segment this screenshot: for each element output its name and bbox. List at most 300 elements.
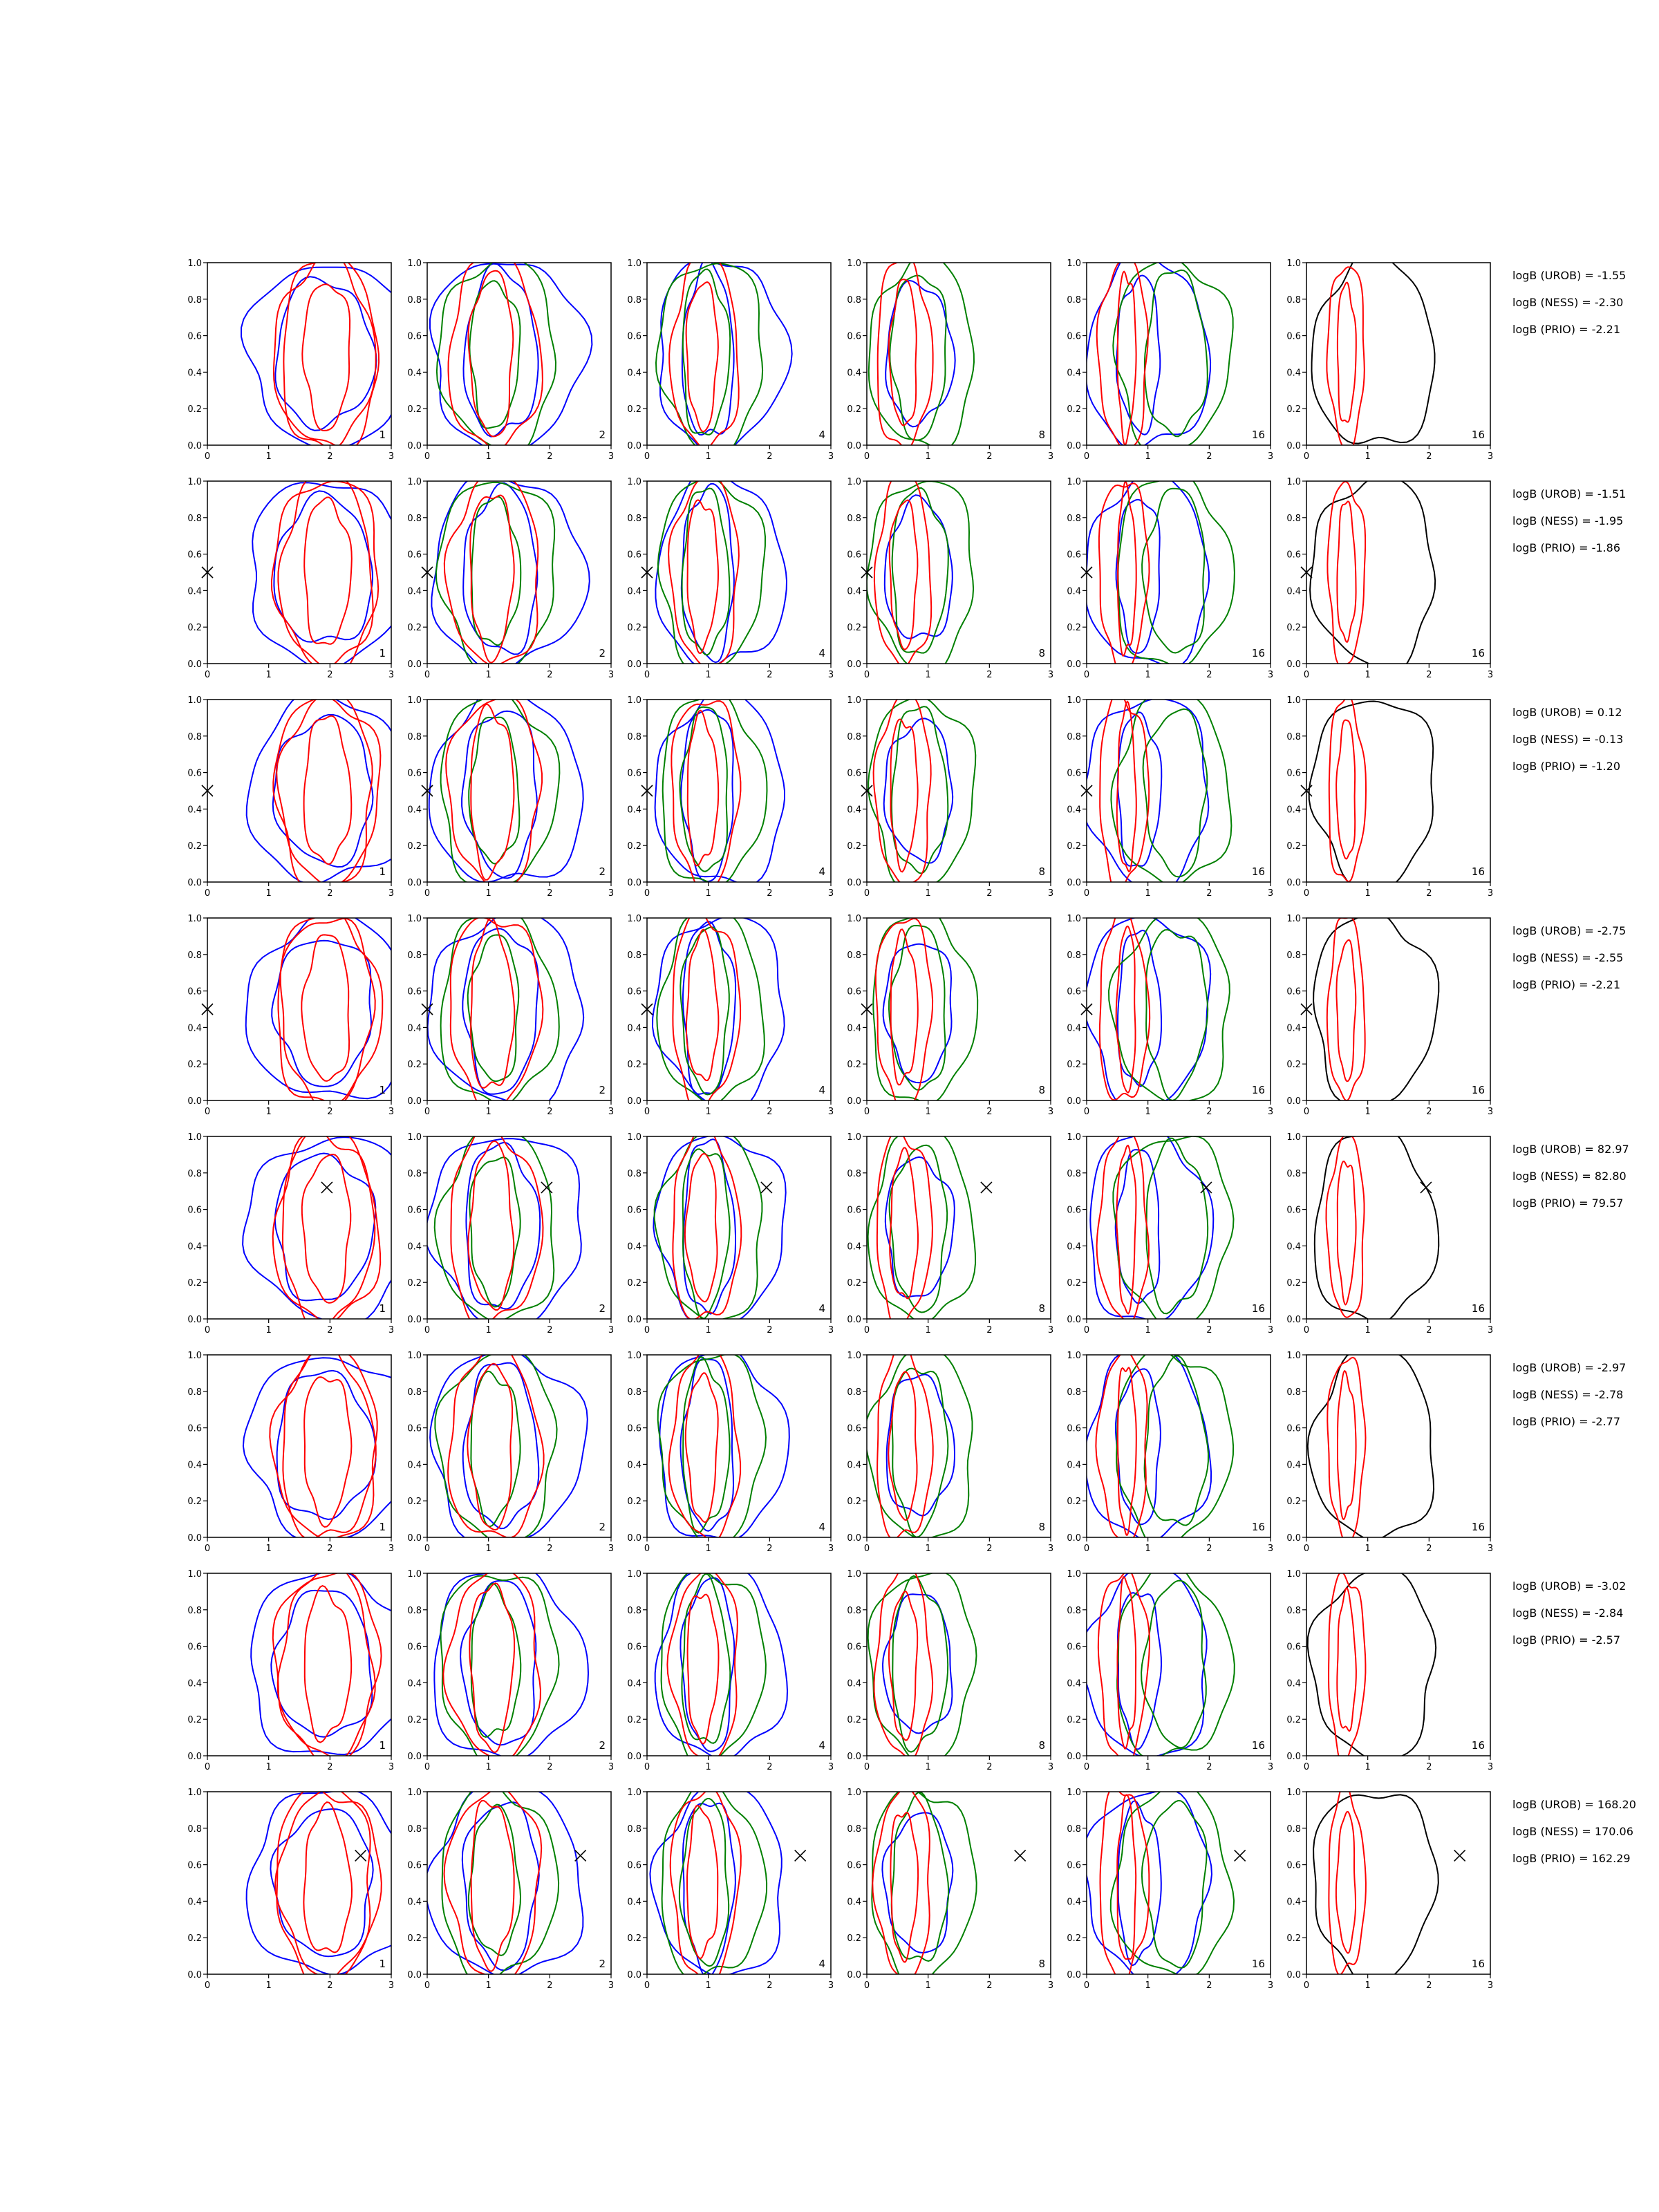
y-tick-label: 0.0 [187,1970,202,1980]
y-tick-label: 0.6 [1286,986,1301,997]
y-tick-label: 1.0 [627,259,641,269]
y-tick-label: 0.2 [1286,1497,1301,1508]
y-tick-label: 0.6 [1286,550,1301,561]
y-tick-label: 0.4 [847,1897,861,1908]
y-tick-label: 0.8 [1286,1168,1301,1179]
x-tick-label: 2 [986,670,993,680]
contour-prio [273,1132,381,1322]
panel-r6-c3 [627,1346,834,1555]
y-tick-label: 1.0 [1286,1569,1301,1580]
x-tick-label: 3 [1047,1762,1054,1772]
contour-prio [443,1568,541,1761]
x-tick-label: 3 [827,1980,834,1991]
y-tick-label: 0.2 [187,1933,202,1944]
y-tick-label: 0.6 [407,1642,422,1653]
x-tick-label: 0 [644,1107,650,1117]
contour-set [243,1341,413,1541]
x-tick-label: 2 [327,1980,333,1991]
y-tick-label: 0.2 [407,1060,422,1071]
y-tick-label: 0.0 [847,1096,861,1107]
y-tick-label: 0.4 [1286,368,1301,379]
y-tick-label: 0.4 [407,1023,422,1034]
axes-frame [647,918,831,1100]
contour-ness [441,1576,559,1770]
x-tick-label: 2 [767,1762,773,1772]
x-tick-label: 0 [863,670,870,680]
contour-ness [868,1572,977,1766]
y-tick-label: 0.0 [627,1315,641,1325]
contour-set [653,910,785,1113]
y-tick-label: 0.2 [1067,1278,1081,1289]
y-tick-label: 0.6 [187,1642,202,1653]
contour-reference [1308,1568,1436,1761]
contour-prio [1329,1782,1366,1975]
x-tick-label: 2 [1206,1980,1212,1991]
x-tick-label: 1 [1365,1762,1371,1772]
panel-label: 1 [379,647,386,659]
x-tick-label: 3 [608,451,615,462]
y-tick-label: 0.2 [187,1715,202,1726]
y-tick-label: 0.2 [627,1715,641,1726]
contour-ness [662,1778,767,1978]
contour-set [865,1341,972,1539]
contour-ness [683,1149,730,1319]
y-tick-label: 0.4 [407,368,422,379]
y-tick-label: 0.2 [627,1933,641,1944]
x-tick-label: 2 [1206,1544,1212,1554]
y-tick-label: 0.0 [1067,1096,1081,1107]
y-tick-label: 0.6 [847,550,861,561]
y-tick-label: 0.6 [847,1205,861,1216]
x-tick-label: 2 [327,451,333,462]
y-tick-label: 1.0 [847,1132,861,1143]
contour-urob [273,715,373,867]
y-tick-label: 0.6 [1067,1205,1081,1216]
panel-label: 8 [1038,1084,1045,1096]
y-tick-label: 0.4 [1067,805,1081,816]
panel-r5-c1 [187,1130,412,1335]
y-tick-label: 0.0 [407,1096,422,1107]
y-tick-label: 0.4 [847,368,861,379]
y-tick-label: 0.6 [1286,1423,1301,1434]
contour-urob [272,941,371,1087]
panel-r7-c4 [847,1564,1053,1773]
y-tick-label: 0.8 [1067,731,1081,742]
contour-set [1308,1350,1434,1545]
logb-label: logB (PRIO) = -1.20 [1512,760,1620,773]
truth-marker [321,1182,332,1193]
panel-r7-c5 [1067,1559,1273,1772]
y-tick-label: 0.4 [627,1897,641,1908]
y-tick-label: 0.4 [1286,1023,1301,1034]
x-tick-label: 3 [388,888,395,899]
y-tick-label: 0.0 [407,1970,422,1980]
logb-label: logB (PRIO) = 162.29 [1512,1852,1631,1865]
y-tick-label: 0.4 [1067,1897,1081,1908]
axes-frame [1306,263,1490,445]
y-tick-label: 0.0 [187,1096,202,1107]
y-tick-label: 0.0 [1286,1096,1301,1107]
panel-r5-c6 [1286,1130,1493,1335]
y-tick-label: 1.0 [407,477,422,487]
contour-prio [1118,1577,1136,1748]
logb-label: logB (PRIO) = -1.86 [1512,541,1620,554]
y-tick-label: 0.8 [1286,1605,1301,1616]
axes-frame [1087,918,1271,1100]
logb-label: logB (UROB) = 82.97 [1512,1143,1629,1156]
x-tick-label: 1 [265,1980,272,1991]
x-tick-label: 1 [705,1762,711,1772]
y-tick-label: 1.0 [1286,477,1301,487]
contour-prio [1329,696,1366,881]
logb-label: logB (NESS) = -2.55 [1512,951,1624,964]
y-tick-label: 0.6 [627,1205,641,1216]
x-tick-label: 1 [485,1762,491,1772]
contour-set [252,477,422,673]
panel-label: 1 [379,1084,386,1096]
contour-prio [274,251,379,449]
y-tick-label: 0.8 [407,1605,422,1616]
contour-prio [891,929,918,1085]
logb-label: logB (NESS) = -0.13 [1512,733,1624,746]
y-tick-label: 1.0 [407,1132,422,1143]
contour-prio [688,1595,719,1744]
y-tick-label: 0.6 [1067,1423,1081,1434]
y-tick-label: 0.0 [1067,659,1081,670]
contour-urob [464,263,538,437]
panel-label: 1 [379,429,386,441]
x-tick-label: 0 [204,1107,211,1117]
contour-urob [274,491,373,641]
y-tick-label: 0.8 [1067,1605,1081,1616]
contour-set [1308,1568,1436,1765]
contour-prio [671,1789,741,1985]
contour-set [872,1788,976,1988]
x-tick-label: 1 [925,1325,931,1335]
contour-ness [1118,474,1235,667]
y-tick-label: 0.4 [847,586,861,597]
panel-r3-c1 [187,691,415,899]
y-tick-label: 0.4 [1067,1678,1081,1689]
x-tick-label: 2 [986,1107,993,1117]
panel-r7-c6 [1286,1568,1493,1772]
panel-r5-c3 [627,1123,834,1335]
y-tick-label: 1.0 [1286,1351,1301,1361]
contour-urob [243,1137,412,1324]
contour-prio [687,1806,718,1958]
contour-prio [1118,272,1136,445]
logb-label: logB (NESS) = -1.95 [1512,514,1624,527]
x-tick-label: 3 [608,1762,615,1772]
x-tick-label: 2 [986,1762,993,1772]
x-tick-label: 0 [204,1762,211,1772]
x-tick-label: 0 [1303,1544,1310,1554]
axes-frame [207,481,391,664]
axes-frame [1087,1355,1271,1537]
y-tick-label: 0.6 [1067,1860,1081,1871]
y-tick-label: 0.6 [627,550,641,561]
contour-prio [688,711,718,866]
contour-urob [247,691,415,884]
y-tick-label: 1.0 [1286,1788,1301,1798]
y-tick-label: 0.8 [847,1387,861,1398]
contour-prio [301,935,349,1081]
y-tick-label: 0.0 [1067,1315,1081,1325]
y-tick-label: 0.8 [407,1168,422,1179]
contour-set [650,1778,781,1984]
x-tick-label: 2 [1426,1762,1432,1772]
logb-label: logB (PRIO) = -2.21 [1512,978,1620,991]
y-tick-label: 0.4 [1286,1678,1301,1689]
y-tick-label: 0.4 [1286,586,1301,597]
logb-label: logB (PRIO) = -2.57 [1512,1633,1620,1647]
x-tick-label: 1 [705,670,711,680]
contour-urob [1118,712,1161,866]
x-tick-label: 2 [547,1544,553,1554]
x-tick-label: 1 [925,1980,931,1991]
x-tick-label: 1 [705,451,711,462]
contour-prio [448,1342,544,1537]
x-tick-label: 0 [863,1762,870,1772]
y-tick-label: 0.4 [847,1460,861,1471]
x-tick-label: 1 [265,451,272,462]
y-tick-label: 0.0 [847,659,861,670]
y-tick-label: 0.0 [627,441,641,451]
y-tick-label: 0.2 [1067,1715,1081,1726]
contour-set [868,1130,976,1332]
x-tick-label: 3 [1487,1762,1494,1772]
y-tick-label: 0.6 [847,1860,861,1871]
x-tick-label: 3 [827,1107,834,1117]
y-tick-label: 0.4 [187,586,202,597]
y-tick-label: 1.0 [627,1569,641,1580]
y-tick-label: 0.2 [1067,1497,1081,1508]
x-tick-label: 3 [608,1544,615,1554]
panel-r8-c3 [627,1778,834,1991]
contour-prio [278,1564,375,1759]
y-tick-label: 0.4 [627,1241,641,1253]
contour-prio [304,716,352,865]
y-tick-label: 0.6 [627,768,641,779]
x-tick-label: 2 [1426,1980,1432,1991]
x-tick-label: 2 [327,1325,333,1335]
y-tick-label: 0.0 [187,878,202,888]
logb-label: logB (UROB) = -3.02 [1512,1580,1627,1593]
x-tick-label: 2 [1206,1325,1212,1335]
y-tick-label: 0.4 [407,586,422,597]
x-tick-label: 0 [204,451,211,462]
contour-ness [471,497,521,646]
x-tick-label: 3 [827,670,834,680]
y-tick-label: 0.6 [627,1642,641,1653]
contour-urob [425,1787,583,1977]
x-tick-label: 2 [327,888,333,899]
y-tick-label: 0.4 [847,1023,861,1034]
x-tick-label: 0 [424,1107,431,1117]
contour-prio [302,284,350,431]
contour-prio [890,500,918,650]
y-tick-label: 1.0 [847,1351,861,1361]
y-tick-label: 0.8 [847,950,861,961]
x-tick-label: 0 [1303,670,1310,680]
y-tick-label: 0.4 [627,1678,641,1689]
y-tick-label: 0.2 [1286,1278,1301,1289]
x-tick-label: 0 [644,1544,650,1554]
x-tick-label: 1 [925,670,931,680]
x-tick-label: 2 [986,1544,993,1554]
x-tick-label: 2 [1426,1107,1432,1117]
x-tick-label: 0 [863,1980,870,1991]
x-tick-label: 1 [925,451,931,462]
contour-prio [1337,940,1356,1082]
contour-urob [655,1568,787,1759]
panel-r3-c2 [407,685,614,899]
contour-urob [1085,469,1209,667]
x-tick-label: 2 [547,1980,553,1991]
y-tick-label: 0.2 [187,1278,202,1289]
y-tick-label: 0.2 [1067,623,1081,634]
logb-label: logB (PRIO) = -2.21 [1512,323,1620,336]
contour-set [1309,696,1434,891]
y-tick-label: 0.8 [1067,1824,1081,1835]
contour-prio [1337,501,1356,642]
contour-urob [885,495,953,638]
x-tick-label: 2 [767,1325,773,1335]
x-tick-label: 3 [827,888,834,899]
x-tick-label: 1 [1145,1107,1151,1117]
y-tick-label: 0.2 [187,623,202,634]
x-tick-label: 3 [388,670,395,680]
x-tick-label: 0 [1303,888,1310,899]
y-tick-label: 0.6 [1067,331,1081,342]
y-tick-label: 0.8 [847,1168,861,1179]
panel-label: 8 [1038,865,1045,878]
x-tick-label: 1 [265,1107,272,1117]
y-tick-label: 1.0 [407,695,422,706]
contour-urob [431,473,589,672]
y-tick-label: 0.8 [187,513,202,524]
contour-set [428,910,584,1115]
panel-r7-c3 [627,1568,834,1772]
contour-urob [1085,1350,1212,1541]
y-tick-label: 1.0 [1286,1132,1301,1143]
y-tick-label: 0.6 [847,1423,861,1434]
y-tick-label: 0.0 [847,1315,861,1325]
y-tick-label: 0.0 [1286,659,1301,670]
logb-label: logB (PRIO) = -2.77 [1512,1415,1620,1428]
panel-r2-c6 [1286,474,1493,680]
contour-urob [462,711,537,879]
truth-marker [1235,1850,1246,1861]
x-tick-label: 3 [388,1107,395,1117]
x-tick-label: 3 [1047,1544,1054,1554]
y-tick-label: 0.8 [847,294,861,306]
panel-label: 16 [1471,429,1485,441]
contour-ness [1143,709,1208,877]
panel-r8-c6 [1286,1782,1493,1991]
x-tick-label: 1 [1365,888,1371,899]
y-tick-label: 0.2 [407,404,422,415]
logb-label: logB (NESS) = -2.30 [1512,296,1624,309]
contour-set [243,1130,412,1332]
y-tick-label: 0.2 [627,841,641,852]
panel-label: 16 [1251,1302,1265,1315]
y-tick-label: 0.8 [847,1605,861,1616]
panel-label: 4 [818,865,825,878]
x-tick-label: 1 [925,888,931,899]
contour-ness [1145,1356,1208,1526]
truth-marker [1015,1850,1026,1861]
y-tick-label: 0.8 [627,1387,641,1398]
y-tick-label: 0.6 [187,331,202,342]
y-tick-label: 0.2 [847,1933,861,1944]
x-tick-label: 0 [644,1325,650,1335]
y-tick-label: 0.6 [1067,768,1081,779]
panel-r6-c4 [847,1341,1053,1554]
x-tick-label: 1 [925,1544,931,1554]
x-tick-label: 0 [863,1107,870,1117]
x-tick-label: 2 [1426,451,1432,462]
panel-label: 2 [599,429,606,441]
x-tick-label: 0 [204,1980,211,1991]
panel-r1-c5 [1067,250,1273,462]
y-tick-label: 0.0 [1067,441,1081,451]
contour-set [1085,1349,1234,1550]
panel-r1-c6 [1286,248,1493,462]
y-tick-label: 1.0 [627,1351,641,1361]
x-tick-label: 3 [608,888,615,899]
x-tick-label: 3 [1487,1325,1494,1335]
x-tick-label: 2 [767,1544,773,1554]
contour-set [1086,250,1233,451]
y-tick-label: 1.0 [187,914,202,924]
panel-label: 16 [1251,1521,1265,1533]
contour-urob [680,1578,734,1752]
contour-urob [271,1591,372,1737]
y-tick-label: 0.6 [1067,986,1081,997]
y-tick-label: 1.0 [187,695,202,706]
contour-prio [686,282,718,431]
y-tick-label: 0.2 [847,1497,861,1508]
x-tick-label: 3 [1047,1325,1054,1335]
contour-set [1310,474,1435,672]
y-tick-label: 0.8 [407,950,422,961]
y-tick-label: 0.0 [847,441,861,451]
y-tick-label: 0.0 [1286,878,1301,888]
x-tick-label: 3 [608,1107,615,1117]
x-tick-label: 3 [1487,1107,1494,1117]
y-tick-label: 1.0 [847,914,861,924]
y-tick-label: 0.0 [187,1533,202,1544]
logb-label: logB (PRIO) = 79.57 [1512,1197,1624,1210]
contour-set [658,1346,789,1548]
y-tick-label: 1.0 [847,695,861,706]
contour-urob [1085,916,1210,1107]
contour-urob [660,260,792,455]
panel-r2-c4 [847,477,1053,680]
x-tick-label: 3 [388,1325,395,1335]
truth-marker [1454,1850,1465,1861]
x-tick-label: 2 [986,1325,993,1335]
y-tick-label: 0.6 [627,986,641,997]
contour-set [1080,1559,1234,1766]
x-tick-label: 0 [644,670,650,680]
x-tick-label: 0 [863,888,870,899]
y-tick-label: 0.2 [627,1497,641,1508]
y-tick-label: 0.0 [847,1533,861,1544]
x-tick-label: 0 [424,451,431,462]
contour-prio [686,930,719,1080]
